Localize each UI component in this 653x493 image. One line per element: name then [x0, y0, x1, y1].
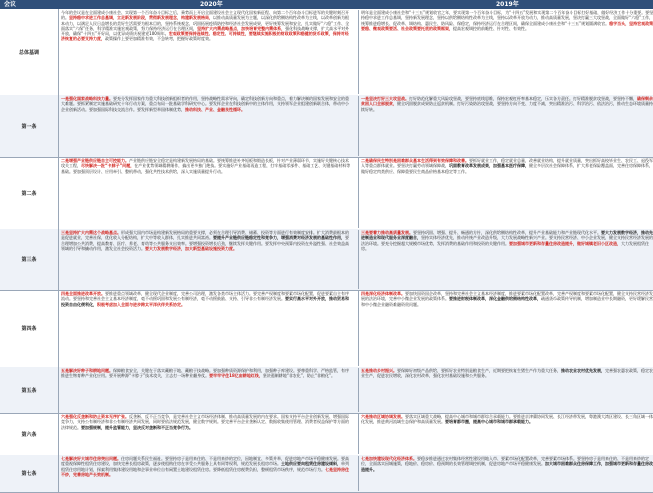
- body-text: 要落实区域重大战略，提高中心城市和城市群综合承载能力。要推进京津冀协同发展、长江经济带发展，粤港澳大湾区建设、长三角区域一体化发展，推进黄河流域生态保护和高质量发展。: [361, 414, 653, 425]
- cell-2020: [61, 456, 352, 491]
- body-text: 健全多层次社会保障体系，扩大养老保险覆盖面，完善住房保障体系，做好稳定肉类供应、保障重要民生商品价格基本稳定等工作。: [361, 163, 653, 174]
- body-text: 要稳步推进通过农村集体经营性建设用地入市、要素市场化配置改革，完善要素市场体系。要坚持房子是用来住的、不是用来炒的定位，全面落实因城施策，稳地价、稳房价、稳预期的长效管理调控机制，促进房地产市场平稳健康发展。: [361, 456, 649, 467]
- body-text: 要发挥企业在科技创新中的主体作用，支持领军企业组建创新联合体，带动中小企业创新活动。要加强国际科技交流合作。要发挥新型举国体制优势，: [61, 101, 349, 112]
- body-text: 要坚持巩固、增强、提升、畅通的方针，深化供给侧结构性改革，提升产业基础能力和产业链现代化水平。: [413, 230, 601, 235]
- body-text: 提高宏观调控的前瞻性、针对性、有效性。: [453, 25, 529, 31]
- cell-2019: [358, 230, 653, 289]
- bold-text: 要培育都市圈，提高中心城市和城市群承载能力。: [445, 419, 533, 425]
- table-row: [0, 229, 653, 291]
- highlighted-text: 尽快解决一批“卡脖子”问题，: [81, 163, 135, 169]
- table-row: [0, 290, 653, 368]
- highlighted-text: 七是坚持房住不炒，完善房地产长效机制。: [61, 466, 349, 477]
- highlighted-text: 坚持扩大内需战略基点，加快培育完整内需体系，: [197, 25, 286, 31]
- body-text: 坚决遏制耕地“非农化”、防止“非粮化”。: [262, 373, 336, 379]
- body-text: 坚持实体经济优先，推动传统产业改造升级，大力发展战略性新兴产业。要支持民营经济、中小企业发展，健全支持民营经济发展的法治环境。要充分挖掘超大规模市场优势，发挥消费的基础作用和投资的关键作用。: [361, 235, 653, 246]
- highlighted-text: 五是解决好种子和耕地问题。: [61, 368, 113, 373]
- table-row: [0, 413, 653, 456]
- highlighted-text: 七是解决好大城市住房突出问题。: [61, 456, 121, 461]
- highlighted-text: 积极考虑加入全面与进步跨太平洋伙伴关系协定。: [97, 301, 185, 307]
- body-text: 以推动高质量发展为主题，以深化供给侧结构性改革为主线，以改革创新为根本动力，以满足人民日益增长的美好生活需要为根本目的，坚持系统观念，巩固拓展疫情防控和经济社会发展成果，更好统筹发展和安全，扎实做好“六稳”工作、全面落实“六保”任务，科学精准实施宏观政策，努力保持经济运行在合理区间，: [61, 15, 350, 31]
- highlighted-text: 一是强化国家战略科技力量。: [61, 96, 113, 101]
- row-label: 第五条: [0, 367, 59, 413]
- body-text: 产业链供应链安全稳定是构建新发展格局的基础。要统筹推进补齐短板和锻造长板，针对产业薄弱环节，实施好关键核心技术攻关工程，: [61, 158, 349, 169]
- body-text: 疏通货币政策传导机制，增加制造业中长期融资，更好缓解民营和中小微企业融资难融资贵问题。: [361, 296, 653, 307]
- body-text: 要保障好初级产品供给，要抓好农业特别是粮食生产，近期要把恢复生猪生产作为重大任务，: [397, 368, 561, 373]
- body-text: 住房问题关系民生福祉。要坚持房子是用来住的、不是用来炒的定位，因地制宜、多策并举，促进房地产市场平稳健康发展。要高度重视保障性租赁住房建设，加快完善长租房政策，逐步使租购住房在享受公共服务上具有同等权利，规范发展长租房市场。: [61, 456, 349, 467]
- body-text: 要抓好就业工作，稳定就业总量，改善就业结构，提升就业质量，突出抓好高校毕业生、农民工、退役军人等重点群体就业。要坚决打赢劳动领域保障战，: [361, 158, 653, 169]
- highlighted-text: 要加强城市更新和存量住房改造提升，做好城镇老旧小区改造，: [509, 240, 621, 246]
- cell-2019: [358, 456, 653, 491]
- header-meeting: 会议: [4, 1, 17, 8]
- body-text: 要充分发挥国家作为重大科技创新组织者的作用，坚持战略性需求导向，确定科技创新方向和重点，着力解决制约国家发展和安全的重大难题。要抓紧制定实施基础研究十年行动方案，重点布局一批基础学科研究中心。: [61, 96, 349, 107]
- table-row: [0, 9, 653, 96]
- cell-2019: [358, 368, 653, 412]
- bold-text: 巩固教育改革发展成果，加强基本医疗保障，: [449, 163, 529, 169]
- body-text: 形成强大国内市场是构建新发展格局的重要支撑，必须在合理引导消费、储蓄、投资等方面进行有效制度安排。扩大消费最根本的是促进就业，完善社保，优化收入分配结构，扩大中等收入群体，扎实推进共同富裕。: [61, 230, 349, 241]
- row-label: 第三条: [0, 229, 59, 290]
- body-text: 要推进重点领域改革，健全现代企业制度，完善公司治理，激发各类市场主体活力。要完善产权制度和要素市场化配置，促进要素自主有序流动。要坚持和完善社会主义基本经济制度，毫不动摇巩固和发展公有制经济，毫不动摇鼓励、支持、引导非公有制经济发展。: [61, 291, 349, 302]
- row-label: 第四条: [0, 290, 59, 367]
- highlighted-text: 二是增强产业链供应链自主可控能力。: [61, 158, 129, 163]
- body-text: 强化科技战略支撑，扩大高水平对外开放，确保“十四五”开好局，以优异成绩庆祝建党100周年。: [61, 25, 350, 37]
- table-row: [0, 95, 653, 158]
- table-header: [0, 0, 653, 9]
- highlighted-text: 七是加快建设现代化经济体系。: [361, 456, 417, 461]
- table-row: [0, 157, 653, 230]
- body-text: 反垄断、反不正当竞争，是完善社会主义市场经济体制、推动高质量发展的内在要求。国家支持平台企业创新发展、增强国际竞争力，支持公有制经济和非公有制经济共同发展，同时要依法规范发展，健全数字规则。要完善平台企业垄断认定、数据收集使用管理、消费者权益保护等方面的法律规范。: [61, 414, 349, 430]
- highlighted-text: 推动科技、产业、金融良性循环。: [185, 106, 245, 112]
- highlighted-text: 三是坚持扩大内需这个战略基点。: [61, 230, 121, 235]
- body-text: 在产业优势领域精耕细作，搞出更多独门绝技。要实施好产业基础再造工程，打牢基础零部件、基础工艺、关键基础材料等基础。要加强顶层设计、应用牵引、整机带动，强化共性技术供给，深入实施质量提升行动。: [61, 163, 351, 174]
- body-text: 要合理增加公共消费，提高教育、医疗、养老、育幼等公共服务支出效率。要增强投资增长后劲，继续发挥关键作用。要发挥中央预算内投资在外溢性强、社会效益高领域的引导和撬动作用，激发全社会投资活力。: [61, 235, 349, 251]
- row-label: 第一条: [0, 95, 59, 157]
- header-2020: 2020年: [200, 1, 223, 8]
- body-text: 健全巩固脱贫成果防止返贫机制。打好污染防治攻坚战，要坚持方向不变、力度不减，突出精准治污、科学治污、依法治污，推动生态环境质量持续好转。: [361, 101, 653, 112]
- body-text: 今年的会议是在全面建成小康社会、实现第一个百年奋斗目标之后，乘势而上开启全面建设社会主义现代化国家新征程、向第二个百年奋斗目标进军的关键时刻召开的。: [61, 10, 349, 21]
- bold-text: 加大城市困难群众住房保障工作，加强城市更新和存量住房改造提升。: [361, 461, 653, 472]
- highlighted-text: 四是全面推进改革开放。: [61, 291, 105, 296]
- highlighted-text: 四是深化经济体制改革。: [361, 291, 405, 296]
- row-label: 第二条: [0, 157, 59, 229]
- highlighted-text: 五是推动乡村振兴。: [361, 368, 397, 373]
- bold-text: 土地供应要向租赁住房建设倾斜，: [281, 461, 341, 467]
- highlighted-text: 坚持稳中求进工作总基调，立足新发展阶段，贯彻新发展理念，构建新发展格局，: [69, 15, 213, 21]
- bold-text: 要实行高水平对外开放，推动贸易和投资自由化便利化，: [61, 296, 349, 307]
- row-label: 第六条: [0, 413, 59, 455]
- body-text: 要坚持稳中求进工作总基调，坚持新发展理念，坚持以供给侧结构性改革为主线，坚持以改革开放为动力，推动高质量发展，坚决打赢三大攻坚战，全面做好“六稳”工作，统筹推进稳增长、促改革、调结构、惠民生、防风险、保稳定，保持经济运行在合理区间，确保全面建成小康社会和“十三五”规划圆满收官。: [361, 10, 653, 26]
- bold-text: 要提升产业链供应链稳定性和竞争力，增强消费对经济发展的基础性作用，: [213, 235, 345, 241]
- bold-text: 要加强规制，提升监管能力，坚决反对垄断和不正当竞争行为。: [81, 424, 193, 430]
- cell-2020: [61, 291, 352, 366]
- bold-text: 要推进财税体制改革，深化金融供给侧结构性改革，: [449, 296, 541, 302]
- cell-2019: [358, 96, 653, 156]
- highlighted-text: 宏观政策要保持连续性、稳定性、可持续性，要继续实施积极的财政政策和稳健的货币政策，保持对经济恢复的必要支持力度，: [61, 31, 349, 42]
- highlighted-text: 六是推动区域协调发展。: [361, 414, 405, 419]
- body-text: 政策操作上要更加精准有效，不急转弯，把握好政策时度效。: [105, 36, 213, 42]
- body-text: 完善强农惠农政策，稳定农业生产，促进农民增收，深化农村改革，强化农村基础设施和公共服务。: [361, 368, 653, 379]
- cell-2020: [61, 368, 352, 412]
- bold-text: 推动农业农村优先发展，: [561, 368, 605, 373]
- body-text: 打好防范化解重大风险攻坚战，要坚持底线思维，保持宏观杠杆率基本稳定，压实各方责任。打好精准脱贫攻坚战，要坚持不懈，: [409, 96, 637, 101]
- table-row: [0, 367, 653, 414]
- body-text: 单列租赁住房用地计划，探索利用集体建设用地和企事业单位自有闲置土地建设租赁住房。要降低租赁住房税费负担，整顿租赁市场秩序，规范市场行为。: [61, 461, 349, 472]
- table-row: [0, 455, 653, 493]
- cell-2019: [358, 158, 653, 228]
- cell-2019: [358, 10, 653, 94]
- highlighted-text: 要大力发展数字经济，加大新型基础设施投资力度。: [145, 245, 237, 251]
- cell-2020: [61, 10, 352, 94]
- highlighted-text: 二是确保民生特别是困难群众基本生活得到有效保障和改善。: [361, 158, 469, 163]
- highlighted-text: 一是坚决打好三大攻坚战。: [361, 96, 409, 101]
- highlighted-text: 要牢牢守住18亿亩耕地红线，: [209, 373, 263, 379]
- cell-2020: [61, 414, 352, 454]
- row-label: 第七条: [0, 455, 59, 492]
- body-text: 要加快国资国企改革，坚持和完善社会主义基本经济制度，推进要素市场化配置改革，完善产权制度和要素市场化配置，健全支持民营经济发展的法治环境，完善中小微企业发展的政策体系。: [361, 291, 653, 302]
- header-2019: 2019年: [496, 1, 519, 8]
- highlighted-text: 六是强化反垄断和防止资本无序扩张。: [61, 414, 129, 419]
- cell-2019: [358, 291, 653, 366]
- body-text: 明年是全面建成小康社会和“十三五”规划收官之年，要实现第一个百年奋斗目标，为“十四五”发展和实现第二个百年奋斗目标打好基础，做好经济工作十分重要。: [361, 10, 646, 15]
- cell-2020: [61, 96, 352, 156]
- highlighted-text: 三是要着力推动高质量发展。: [361, 230, 413, 235]
- cell-2020: [61, 158, 352, 228]
- bold-text: 要大力发展数字经济，推动先进制造业和现代服务业深度融合，: [361, 230, 653, 241]
- row-label: 总体基调: [0, 9, 59, 95]
- highlighted-text: 确保剩余贫困人口全部脱贫，: [361, 96, 653, 107]
- highlighted-text: 稳字当头，坚持宏观政策要稳、微观政策要活、社会政策要托底的政策框架，: [361, 20, 653, 31]
- body-text: 保障粮食安全，关键在于落实藏粮于地、藏粮于技战略。要加强种质资源保护和利用，加强种子库建设。要尊重科学、严格监管，有序推进生物育种产业化应用。要开展种源“卡脖子”技术攻关，立志打一场种业翻身仗。: [61, 368, 349, 379]
- cell-2020: [61, 230, 352, 289]
- body-text: 大力发展租赁住房。: [361, 240, 649, 251]
- cell-2019: [358, 414, 653, 454]
